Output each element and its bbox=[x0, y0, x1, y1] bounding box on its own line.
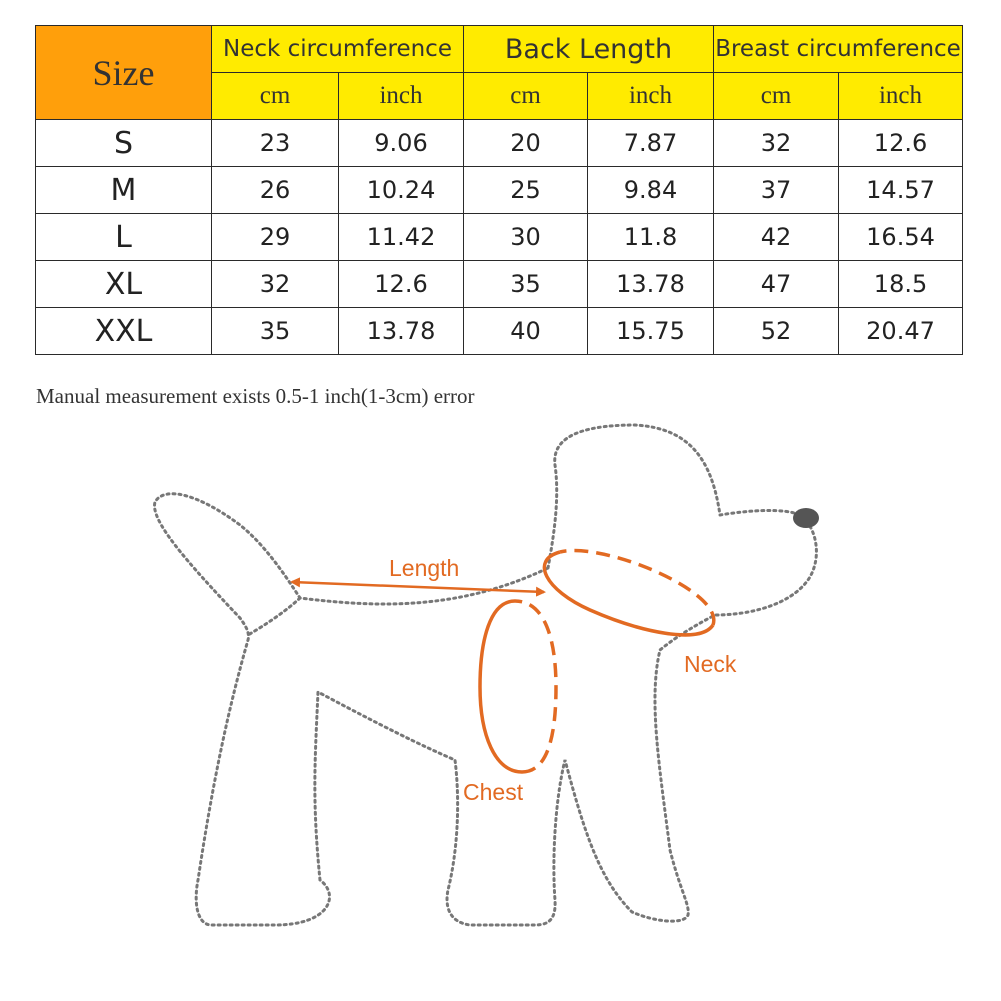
table-cell: 25 bbox=[464, 167, 588, 214]
table-cell: 7.87 bbox=[588, 120, 714, 167]
unit-header-neck-inch: inch bbox=[339, 73, 464, 120]
table-cell: 10.24 bbox=[339, 167, 464, 214]
chest-measure-solid bbox=[480, 601, 522, 772]
unit-header-neck-cm: cm bbox=[212, 73, 339, 120]
table-cell: 16.54 bbox=[839, 214, 963, 261]
table-cell: 47 bbox=[714, 261, 839, 308]
table-cell: 13.78 bbox=[339, 308, 464, 355]
table-cell: 18.5 bbox=[839, 261, 963, 308]
table-cell: 11.42 bbox=[339, 214, 464, 261]
unit-header-breast-cm: cm bbox=[714, 73, 839, 120]
table-cell: 12.6 bbox=[839, 120, 963, 167]
table-cell: 40 bbox=[464, 308, 588, 355]
table-cell: 26 bbox=[212, 167, 339, 214]
breast-circumference-header: Breast circumference bbox=[714, 26, 963, 73]
neck-label: Neck bbox=[684, 651, 737, 677]
table-cell: 32 bbox=[714, 120, 839, 167]
table-cell: 9.06 bbox=[339, 120, 464, 167]
table-cell: 15.75 bbox=[588, 308, 714, 355]
neck-circumference-header: Neck circumference bbox=[212, 26, 464, 73]
table-cell: 42 bbox=[714, 214, 839, 261]
size-cell: M bbox=[36, 167, 212, 214]
table-cell: 20 bbox=[464, 120, 588, 167]
size-cell: XL bbox=[36, 261, 212, 308]
table-cell: 52 bbox=[714, 308, 839, 355]
chest-measure-dashed bbox=[515, 601, 556, 772]
neck-measure-solid bbox=[544, 552, 713, 635]
size-column-header: Size bbox=[36, 26, 212, 120]
table-cell: 32 bbox=[212, 261, 339, 308]
back-length-header: Back Length bbox=[464, 26, 714, 73]
tail-base-line bbox=[248, 598, 300, 635]
size-cell: L bbox=[36, 214, 212, 261]
table-cell: 35 bbox=[212, 308, 339, 355]
size-cell: S bbox=[36, 120, 212, 167]
size-cell: XXL bbox=[36, 308, 212, 355]
table-cell: 11.8 bbox=[588, 214, 714, 261]
table-cell: 12.6 bbox=[339, 261, 464, 308]
length-label: Length bbox=[389, 555, 460, 581]
unit-header-breast-inch: inch bbox=[839, 73, 963, 120]
table-cell: 35 bbox=[464, 261, 588, 308]
table-cell: 14.57 bbox=[839, 167, 963, 214]
table-cell: 29 bbox=[212, 214, 339, 261]
neck-measure-dashed bbox=[560, 551, 714, 625]
table-cell: 30 bbox=[464, 214, 588, 261]
unit-header-back-inch: inch bbox=[588, 73, 714, 120]
table-cell: 20.47 bbox=[839, 308, 963, 355]
dog-nose-icon bbox=[793, 508, 819, 528]
unit-header-back-cm: cm bbox=[464, 73, 588, 120]
chest-label: Chest bbox=[463, 779, 524, 805]
table-cell: 13.78 bbox=[588, 261, 714, 308]
table-cell: 23 bbox=[212, 120, 339, 167]
measurement-error-note: Manual measurement exists 0.5-1 inch(1-3cm) error bbox=[36, 384, 475, 408]
table-cell: 9.84 bbox=[588, 167, 714, 214]
table-cell: 37 bbox=[714, 167, 839, 214]
